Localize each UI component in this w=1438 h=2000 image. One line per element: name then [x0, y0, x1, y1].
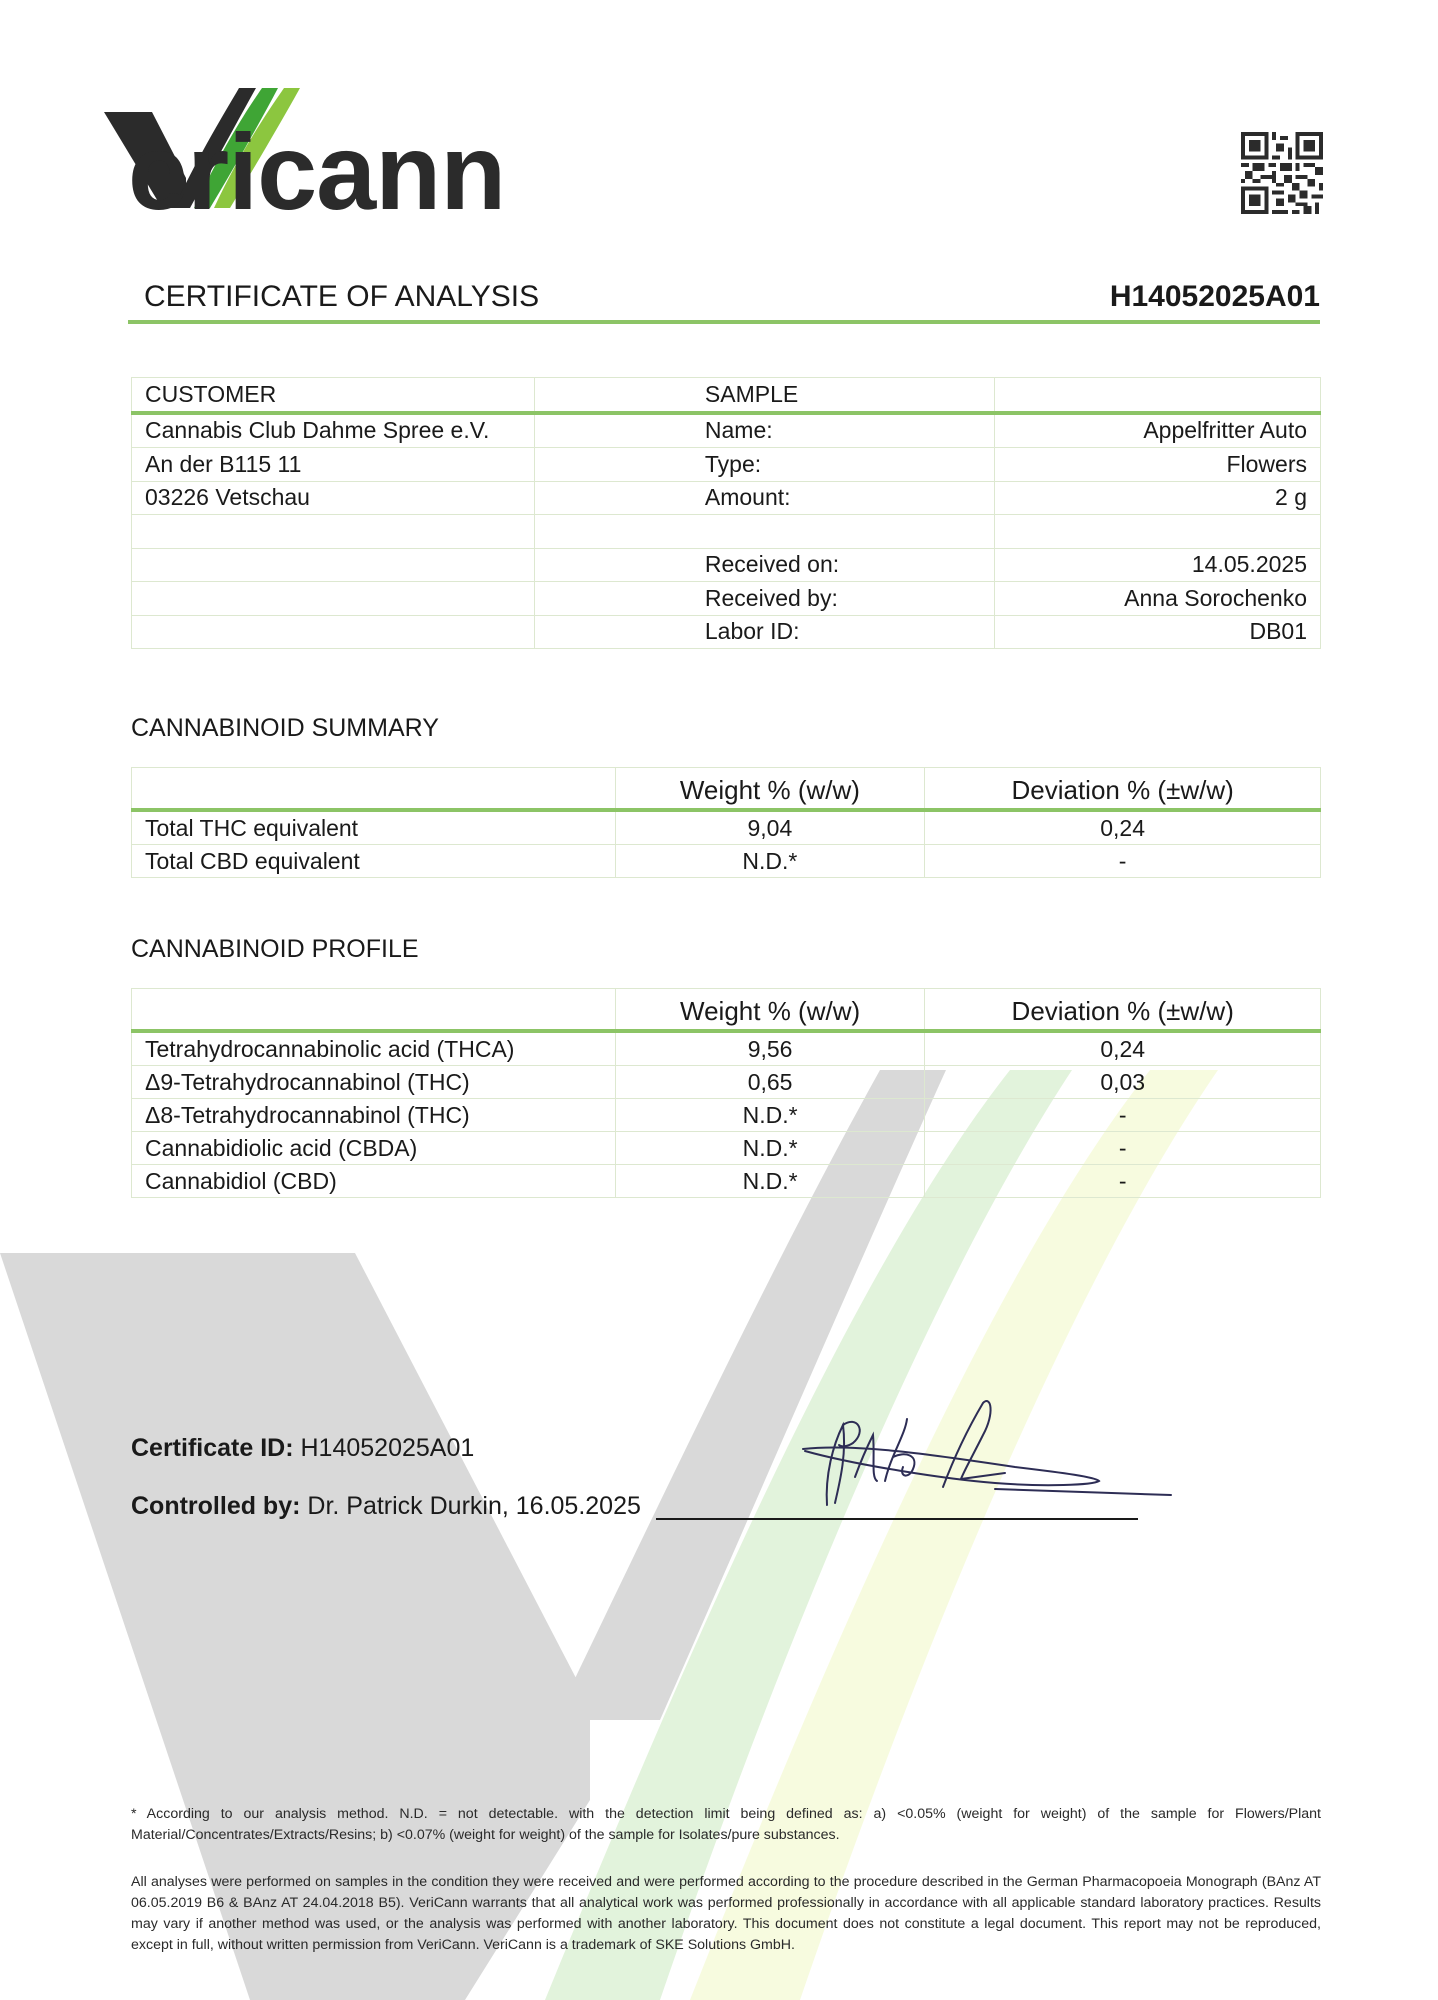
weight-value: 9,56 [615, 1031, 925, 1066]
cannabinoid-summary-table [131, 767, 1321, 878]
summary-title: CANNABINOID SUMMARY [131, 714, 439, 742]
certificate-id-value: H14052025A01 [300, 1434, 475, 1462]
sample-field-value [995, 515, 1321, 549]
column-header-deviation: Deviation % (±w/w) [925, 768, 1321, 811]
compound-name: Cannabidiol (CBD) [132, 1165, 616, 1198]
table-row [132, 515, 1321, 549]
deviation-value: 0,24 [925, 1031, 1321, 1066]
customer-line: An der B115 11 [132, 448, 535, 482]
qr-code-icon [1241, 132, 1323, 214]
deviation-value: 0,24 [925, 810, 1321, 845]
customer-heading: CUSTOMER [132, 378, 535, 413]
customer-line: 03226 Vetschau [132, 481, 535, 515]
sample-field-value: 2 g [995, 481, 1321, 515]
table-row [132, 548, 1321, 582]
sample-field-label: Amount: [534, 481, 995, 515]
sample-field-value: 14.05.2025 [995, 548, 1321, 582]
weight-value: 0,65 [615, 1066, 925, 1099]
column-header-weight: Weight % (w/w) [615, 768, 925, 811]
handwritten-signature [795, 1385, 1175, 1520]
sample-field-label [534, 515, 995, 549]
weight-value: 9,04 [615, 810, 925, 845]
table-row [132, 481, 1321, 515]
table-row [132, 582, 1321, 616]
sample-field-label: Received by: [534, 582, 995, 616]
sample-field-value: Anna Sorochenko [995, 582, 1321, 616]
compound-name: Total CBD equivalent [132, 845, 616, 878]
table-row [132, 1165, 1321, 1198]
certificate-header [128, 278, 1320, 324]
deviation-value: - [925, 1165, 1321, 1198]
weight-value: N.D.* [615, 1165, 925, 1198]
sample-field-label: Received on: [534, 548, 995, 582]
deviation-value: - [925, 1132, 1321, 1165]
table-header-row [132, 989, 1321, 1032]
column-header-deviation: Deviation % (±w/w) [925, 989, 1321, 1032]
certificate-id-line [131, 1434, 474, 1463]
customer-line: Cannabis Club Dahme Spree e.V. [132, 413, 535, 448]
sample-field-label: Labor ID: [534, 615, 995, 649]
compound-name: Tetrahydrocannabinolic acid (THCA) [132, 1031, 616, 1066]
vericann-logo-text: ericann [128, 111, 506, 232]
footnote-disclaimer: All analyses were performed on samples in the condition they were received and were performed according to the procedure described in the German Pharmacopoeia Monograph (BAnz AT 06.05.2019 B6 & BAnz AT 24.04.2018 B5). VeriCann warrants that all analytical work was performed professionally in accordance with all applicable standard laboratory practices. Results may vary if another method was used, or the analysis was performed with another laboratory. This document does not constitute a legal document. This report may not be reproduced, except in full, without written permission from VeriCann. VeriCann is a trademark of SKE Solutions GmbH. [131, 1874, 1321, 1953]
table-row [132, 1132, 1321, 1165]
certificate-number: H14052025A01 [1109, 280, 1320, 313]
table-header-row [132, 768, 1321, 811]
sample-field-label: Name: [534, 413, 995, 448]
weight-value: N.D.* [615, 1132, 925, 1165]
certificate-id-label: Certificate ID: [131, 1434, 294, 1462]
customer-sample-table [131, 377, 1321, 649]
compound-name: Cannabidiolic acid (CBDA) [132, 1132, 616, 1165]
table-row [132, 413, 1321, 448]
column-header-weight: Weight % (w/w) [615, 989, 925, 1032]
cannabinoid-profile-table [131, 988, 1321, 1198]
compound-name: Δ8-Tetrahydrocannabinol (THC) [132, 1099, 616, 1132]
deviation-value: - [925, 845, 1321, 878]
controlled-by-label: Controlled by: [131, 1492, 301, 1520]
table-row [132, 810, 1321, 845]
deviation-value: 0,03 [925, 1066, 1321, 1099]
table-row [132, 1066, 1321, 1099]
sample-field-label: Type: [534, 448, 995, 482]
compound-name: Total THC equivalent [132, 810, 616, 845]
sample-field-value: Flowers [995, 448, 1321, 482]
controlled-by-value: Dr. Patrick Durkin, 16.05.2025 [307, 1492, 641, 1520]
sample-field-value: DB01 [995, 615, 1321, 649]
table-row [132, 448, 1321, 482]
table-row [132, 1031, 1321, 1066]
profile-title: CANNABINOID PROFILE [131, 935, 419, 963]
table-row [132, 845, 1321, 878]
footnote-detection-limit: * According to our analysis method. N.D. = not detectable. with the detection limit being defined as: a) <0.05% (weight for weight) of the sample for Flowers/Plant Material/Concentrates/Extracts/Resins; b) <0.07% (weight for weight) of the sample for Isolates/pure substances. [131, 1806, 1321, 1843]
sample-heading: SAMPLE [534, 378, 995, 413]
table-row [132, 1099, 1321, 1132]
compound-name: Δ9-Tetrahydrocannabinol (THC) [132, 1066, 616, 1099]
controlled-by-line [131, 1492, 641, 1521]
weight-value: N.D.* [615, 845, 925, 878]
table-row [132, 378, 1321, 413]
table-row [132, 615, 1321, 649]
sample-field-value: Appelfritter Auto [995, 413, 1321, 448]
document-title: CERTIFICATE OF ANALYSIS [144, 280, 540, 313]
deviation-value: - [925, 1099, 1321, 1132]
weight-value: N.D.* [615, 1099, 925, 1132]
